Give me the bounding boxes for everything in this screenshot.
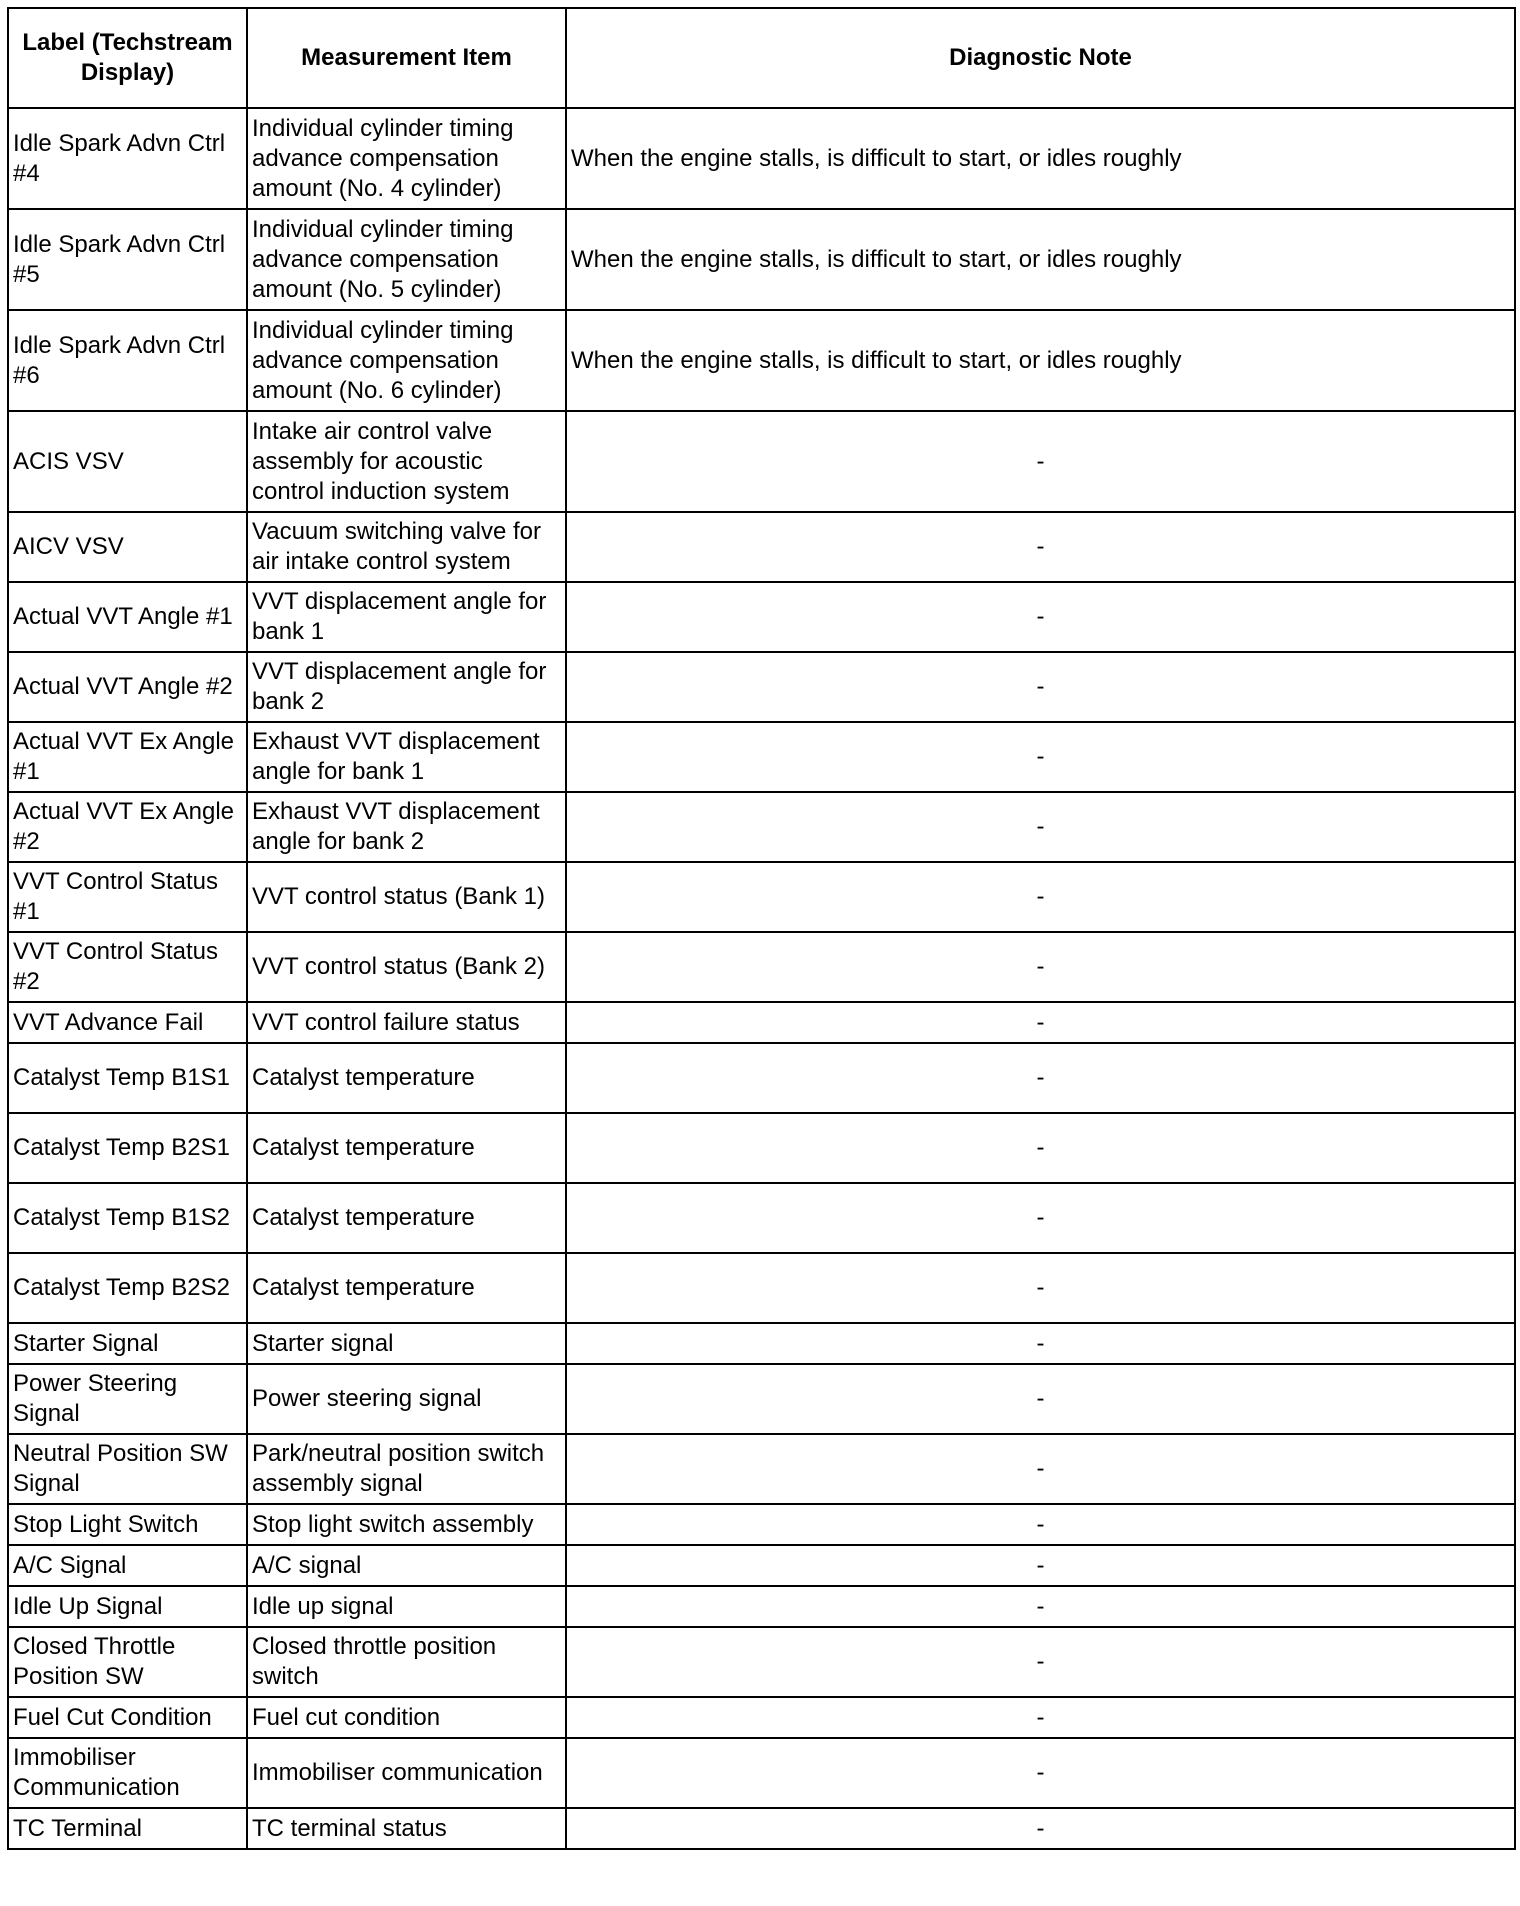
measurement-item-cell: Catalyst temperature — [247, 1253, 566, 1323]
label-cell: Idle Spark Advn Ctrl #4 — [8, 108, 247, 209]
table-header-row — [8, 8, 1515, 108]
diagnostic-note-cell: - — [566, 1545, 1515, 1586]
label-cell: Actual VVT Ex Angle #1 — [8, 722, 247, 792]
diagnostic-note-cell: - — [566, 1504, 1515, 1545]
measurement-item-cell: VVT displacement angle for bank 2 — [247, 652, 566, 722]
diagnostic-note-cell: - — [566, 932, 1515, 1002]
table-row — [8, 1183, 1515, 1253]
data-list-table — [7, 7, 1516, 1850]
table-row — [8, 582, 1515, 652]
label-cell: Catalyst Temp B1S2 — [8, 1183, 247, 1253]
table-row — [8, 1627, 1515, 1697]
table-row — [8, 1697, 1515, 1738]
table-row — [8, 792, 1515, 862]
diagnostic-note-cell: - — [566, 1253, 1515, 1323]
measurement-item-cell: VVT control status (Bank 2) — [247, 932, 566, 1002]
measurement-item-cell: A/C signal — [247, 1545, 566, 1586]
measurement-item-cell: TC terminal status — [247, 1808, 566, 1849]
diagnostic-note-cell: - — [566, 1627, 1515, 1697]
measurement-item-cell: VVT control status (Bank 1) — [247, 862, 566, 932]
table-row — [8, 1545, 1515, 1586]
label-cell: Stop Light Switch — [8, 1504, 247, 1545]
label-cell: Idle Spark Advn Ctrl #5 — [8, 209, 247, 310]
header-measurement-item: Measurement Item — [247, 8, 566, 108]
measurement-item-cell: Closed throttle position switch — [247, 1627, 566, 1697]
data-list-table-container — [7, 7, 1514, 1850]
label-cell: Power Steering Signal — [8, 1364, 247, 1434]
label-cell: VVT Advance Fail — [8, 1002, 247, 1043]
diagnostic-note-cell: - — [566, 1183, 1515, 1253]
label-cell: A/C Signal — [8, 1545, 247, 1586]
measurement-item-cell: Power steering signal — [247, 1364, 566, 1434]
label-cell: Starter Signal — [8, 1323, 247, 1364]
table-row — [8, 1253, 1515, 1323]
diagnostic-note-cell: When the engine stalls, is difficult to start, or idles roughly — [566, 209, 1515, 310]
measurement-item-cell: VVT displacement angle for bank 1 — [247, 582, 566, 652]
diagnostic-note-cell: - — [566, 1113, 1515, 1183]
measurement-item-cell: Vacuum switching valve for air intake control system — [247, 512, 566, 582]
label-cell: VVT Control Status #2 — [8, 932, 247, 1002]
table-row — [8, 1113, 1515, 1183]
diagnostic-note-cell: - — [566, 792, 1515, 862]
label-cell: ACIS VSV — [8, 411, 247, 512]
diagnostic-note-cell: - — [566, 652, 1515, 722]
table-row — [8, 411, 1515, 512]
table-row — [8, 1586, 1515, 1627]
header-label: Label (Techstream Display) — [8, 8, 247, 108]
diagnostic-note-cell: - — [566, 1808, 1515, 1849]
label-cell: Catalyst Temp B1S1 — [8, 1043, 247, 1113]
table-row — [8, 1364, 1515, 1434]
measurement-item-cell: Stop light switch assembly — [247, 1504, 566, 1545]
measurement-item-cell: Immobiliser communication — [247, 1738, 566, 1808]
measurement-item-cell: Catalyst temperature — [247, 1043, 566, 1113]
label-cell: Actual VVT Angle #2 — [8, 652, 247, 722]
label-cell: Actual VVT Ex Angle #2 — [8, 792, 247, 862]
diagnostic-note-cell: - — [566, 1323, 1515, 1364]
measurement-item-cell: Idle up signal — [247, 1586, 566, 1627]
table-row — [8, 209, 1515, 310]
table-row — [8, 1323, 1515, 1364]
table-row — [8, 1002, 1515, 1043]
table-row — [8, 1434, 1515, 1504]
header-diagnostic-note: Diagnostic Note — [566, 8, 1515, 108]
measurement-item-cell: Individual cylinder timing advance compensation amount (No. 5 cylinder) — [247, 209, 566, 310]
label-cell: VVT Control Status #1 — [8, 862, 247, 932]
measurement-item-cell: Individual cylinder timing advance compensation amount (No. 6 cylinder) — [247, 310, 566, 411]
label-cell: Fuel Cut Condition — [8, 1697, 247, 1738]
table-row — [8, 1504, 1515, 1545]
table-row — [8, 310, 1515, 411]
table-row — [8, 932, 1515, 1002]
label-cell: Actual VVT Angle #1 — [8, 582, 247, 652]
measurement-item-cell: Fuel cut condition — [247, 1697, 566, 1738]
table-row — [8, 108, 1515, 209]
diagnostic-note-cell: - — [566, 1002, 1515, 1043]
measurement-item-cell: Catalyst temperature — [247, 1113, 566, 1183]
diagnostic-note-cell: - — [566, 1043, 1515, 1113]
diagnostic-note-cell: - — [566, 1364, 1515, 1434]
label-cell: Closed Throttle Position SW — [8, 1627, 247, 1697]
measurement-item-cell: VVT control failure status — [247, 1002, 566, 1043]
diagnostic-note-cell: - — [566, 411, 1515, 512]
measurement-item-cell: Exhaust VVT displacement angle for bank 1 — [247, 722, 566, 792]
diagnostic-note-cell: - — [566, 1434, 1515, 1504]
table-body — [8, 108, 1515, 1849]
diagnostic-note-cell: - — [566, 512, 1515, 582]
diagnostic-note-cell: - — [566, 1586, 1515, 1627]
diagnostic-note-cell: When the engine stalls, is difficult to start, or idles roughly — [566, 108, 1515, 209]
measurement-item-cell: Exhaust VVT displacement angle for bank 2 — [247, 792, 566, 862]
diagnostic-note-cell: - — [566, 1738, 1515, 1808]
diagnostic-note-cell: - — [566, 1697, 1515, 1738]
table-row — [8, 862, 1515, 932]
table-row — [8, 652, 1515, 722]
measurement-item-cell: Park/neutral position switch assembly signal — [247, 1434, 566, 1504]
label-cell: Idle Up Signal — [8, 1586, 247, 1627]
measurement-item-cell: Catalyst temperature — [247, 1183, 566, 1253]
table-row — [8, 1808, 1515, 1849]
diagnostic-note-cell: - — [566, 582, 1515, 652]
diagnostic-note-cell: - — [566, 722, 1515, 792]
label-cell: TC Terminal — [8, 1808, 247, 1849]
diagnostic-note-cell: When the engine stalls, is difficult to start, or idles roughly — [566, 310, 1515, 411]
label-cell: Neutral Position SW Signal — [8, 1434, 247, 1504]
diagnostic-note-cell: - — [566, 862, 1515, 932]
table-row — [8, 722, 1515, 792]
label-cell: AICV VSV — [8, 512, 247, 582]
label-cell: Catalyst Temp B2S1 — [8, 1113, 247, 1183]
table-row — [8, 1043, 1515, 1113]
label-cell: Catalyst Temp B2S2 — [8, 1253, 247, 1323]
measurement-item-cell: Starter signal — [247, 1323, 566, 1364]
table-row — [8, 1738, 1515, 1808]
measurement-item-cell: Intake air control valve assembly for acoustic control induction system — [247, 411, 566, 512]
table-row — [8, 512, 1515, 582]
label-cell: Immobiliser Communication — [8, 1738, 247, 1808]
label-cell: Idle Spark Advn Ctrl #6 — [8, 310, 247, 411]
measurement-item-cell: Individual cylinder timing advance compensation amount (No. 4 cylinder) — [247, 108, 566, 209]
